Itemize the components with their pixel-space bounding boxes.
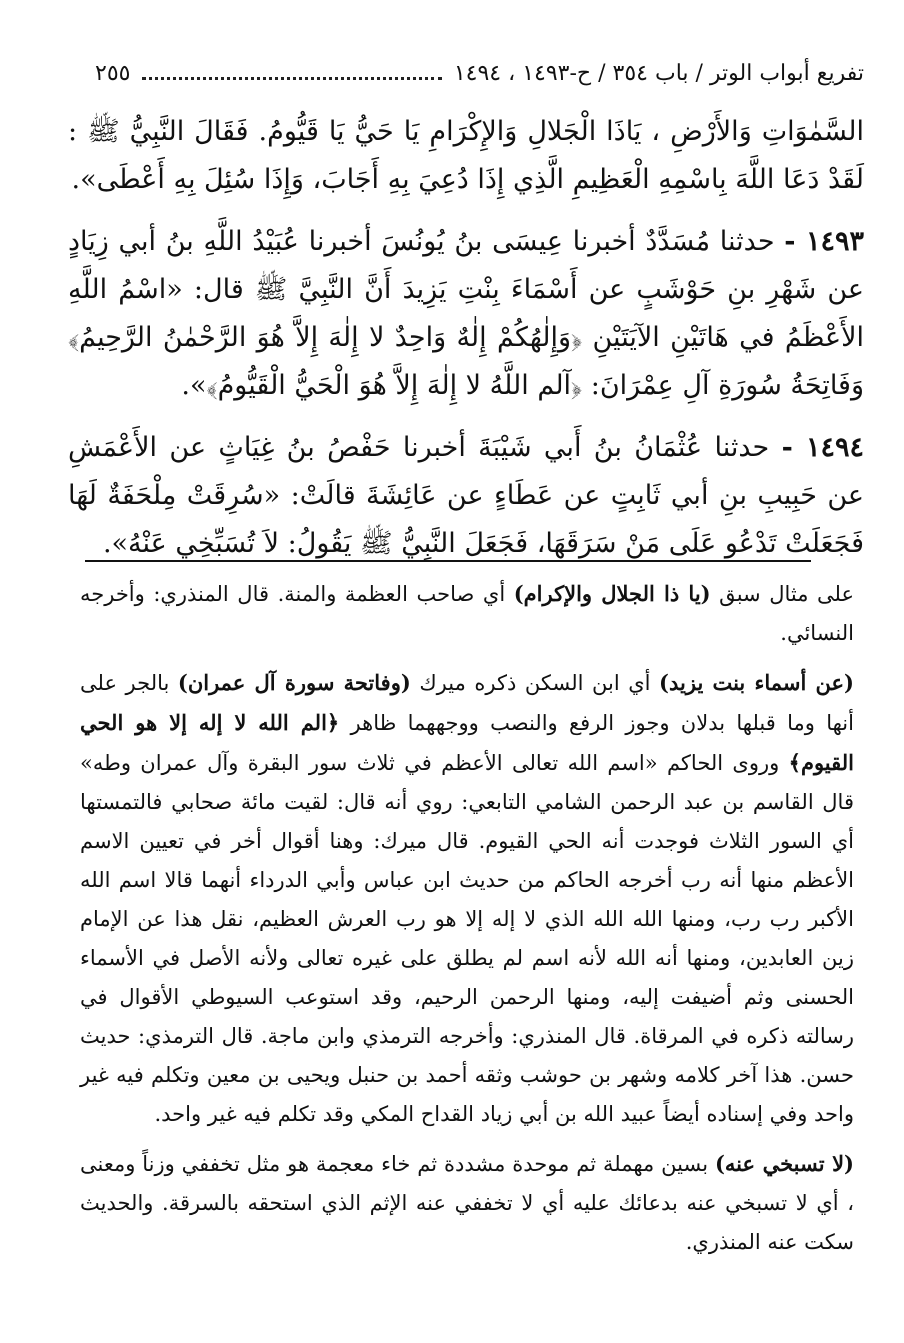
note-lemma: (يا ذا الجلال والإكرام) bbox=[513, 581, 711, 606]
note-lemma: (لا تسبخي عنه) bbox=[714, 1151, 854, 1176]
commentary-note-3 bbox=[80, 1144, 854, 1262]
note-lemma: (وفاتحة سورة آل عمران) bbox=[177, 670, 411, 695]
note-quran-quote: ﴿الم الله لا إله إلا هو الحي القيوم﴾ bbox=[80, 710, 854, 775]
commentary-note-2 bbox=[80, 663, 854, 1134]
hadith-number: ١٤٩٣ - bbox=[784, 226, 864, 257]
note-text: أي ابن السكن ذكره ميرك bbox=[410, 671, 660, 695]
header-dot-leader bbox=[142, 77, 441, 80]
hadith-text-block bbox=[68, 108, 864, 582]
hadith-text: حدثنا مُسَدَّدٌ أخبرنا عِيسَى بنُ يُونُسَ أخبرنا عُبَيْدُ اللَّهِ بنُ أبي زِيَادٍ عن شَهْرِ بنِ حَوْشَبٍ عن أَسْمَاءَ بِنْتِ يَزِيدَ أَنَّ النَّبِيَّ ﷺ قال: «اسْمُ اللَّهِ الأَعْظَمُ في هَاتَيْنِ الآيَتَيْنِ ﴿وَإِلٰهُكُمْ إِلٰهٌ وَاحِدٌ لا إِلٰهَ إِلاَّ هُوَ الرَّحْمٰنُ الرَّحِيمُ﴾ وَفَاتِحَةُ سُورَةِ آلِ عِمْرَانَ: ﴿آلم اللَّهُ لا إِلٰهَ إِلاَّ هُوَ الْحَيُّ الْقَيُّومُ﴾». bbox=[68, 226, 864, 401]
hadith-1494 bbox=[68, 424, 864, 568]
commentary-block bbox=[80, 574, 854, 1272]
commentary-note-1 bbox=[80, 574, 854, 653]
hadith-continuation bbox=[68, 108, 864, 204]
note-text: أي صاحب العظمة والمنة. قال المنذري: وأخرجه النسائي. bbox=[80, 582, 854, 645]
note-lemma: (عن أسماء بنت يزيد) bbox=[659, 670, 854, 695]
hadith-text: حدثنا عُثْمَانُ بنُ أَبي شَيْبَةَ أخبرنا حَفْصُ بنُ غِيَاثٍ عن الأَعْمَشِ عن حَبِيبِ بنِ أبي ثَابِتٍ عن عَطَاءٍ عن عَائِشَةَ قالَتْ: «سُرِقَتْ مِلْحَفَةٌ لَهَا فَجَعَلَتْ تَدْعُو عَلَى مَنْ سَرَقَهَا، فَجَعَلَ النَّبِيُّ ﷺ يَقُولُ: لاَ تُسَبِّخِي عَنْهُ». bbox=[68, 432, 864, 559]
footnote-divider bbox=[85, 560, 811, 562]
hadith-number: ١٤٩٤ - bbox=[781, 432, 864, 463]
note-text: بالجر على أنها وما قبلها بدلان وجوز الرفع والنصب ووجههما ظاهر bbox=[80, 671, 854, 735]
header-title: تفريع أبواب الوتر / باب ٣٥٤ / ح-١٤٩٣ ، ١٤٩٤ bbox=[453, 60, 864, 86]
note-text: بسين مهملة ثم موحدة مشددة ثم خاء معجمة هو مثل تخففي وزناً ومعنى ، أي لا تسبخي عنه بدعائك عليه أي لا تخففي عنه الإثم الذي استحقه بالسرقة. والحديث سكت عنه المنذري. bbox=[80, 1152, 854, 1254]
hadith-1493 bbox=[68, 218, 864, 410]
note-text: على مثال سبق bbox=[710, 582, 854, 606]
page-number: ٢٥٥ bbox=[95, 60, 131, 86]
continuation-text: السَّمٰوَاتِ وَالأَرْضِ ، يَاذَا الْجَلالِ وَالإِكْرَامِ يَا حَيُّ يَا قَيُّومُ. فَقَالَ النَّبِيُّ ﷺ : لَقَدْ دَعَا اللَّهَ بِاسْمِهِ الْعَظِيمِ الَّذِي إِذَا دُعِيَ بِهِ أَجَابَ، وَإِذَا سُئِلَ بِهِ أَعْطَى». bbox=[68, 116, 864, 195]
running-header bbox=[95, 55, 864, 91]
note-text: وروى الحاكم «اسم الله تعالى الأعظم في ثلاث سور البقرة وآل عمران وطه» قال القاسم بن عبد الرحمن الشامي التابعي: روي أنه قال: لقيت مائة صحابي فالتمستها أي السور الثلاث فوجدت أنه الحي القيوم. قال ميرك: وهنا أقوال أخر في تعيين الاسم الأعظم منها أنه رب أخرجه الحاكم من حديث ابن عباس وأبي الدرداء أنهما قالا اسم الله الأكبر رب رب، ومنها الله الله الذي لا إله إلا هو رب العرش العظيم، نقل هذا عن الإمام زين العابدين، ومنها أنه الله لأنه اسم لم يطلق على غيره تعالى ولأنه الأصل في الأسماء الحسنى وثم أضيفت إليه، ومنها الرحمن الرحيم، وقد استوعب السيوطي الأقوال في رسالته ذكره في المرقاة. قال المنذري: وأخرجه الترمذي وابن ماجة. قال الترمذي: حديث حسن. هذا آخر كلامه وشهر بن حوشب وثقه أحمد بن حنبل ويحيى بن معين وتكلم فيه غير واحد وفي إسناده أيضاً عبيد الله بن أبي زياد القداح المكي وقد تكلم فيه غير واحد. bbox=[80, 751, 854, 1126]
